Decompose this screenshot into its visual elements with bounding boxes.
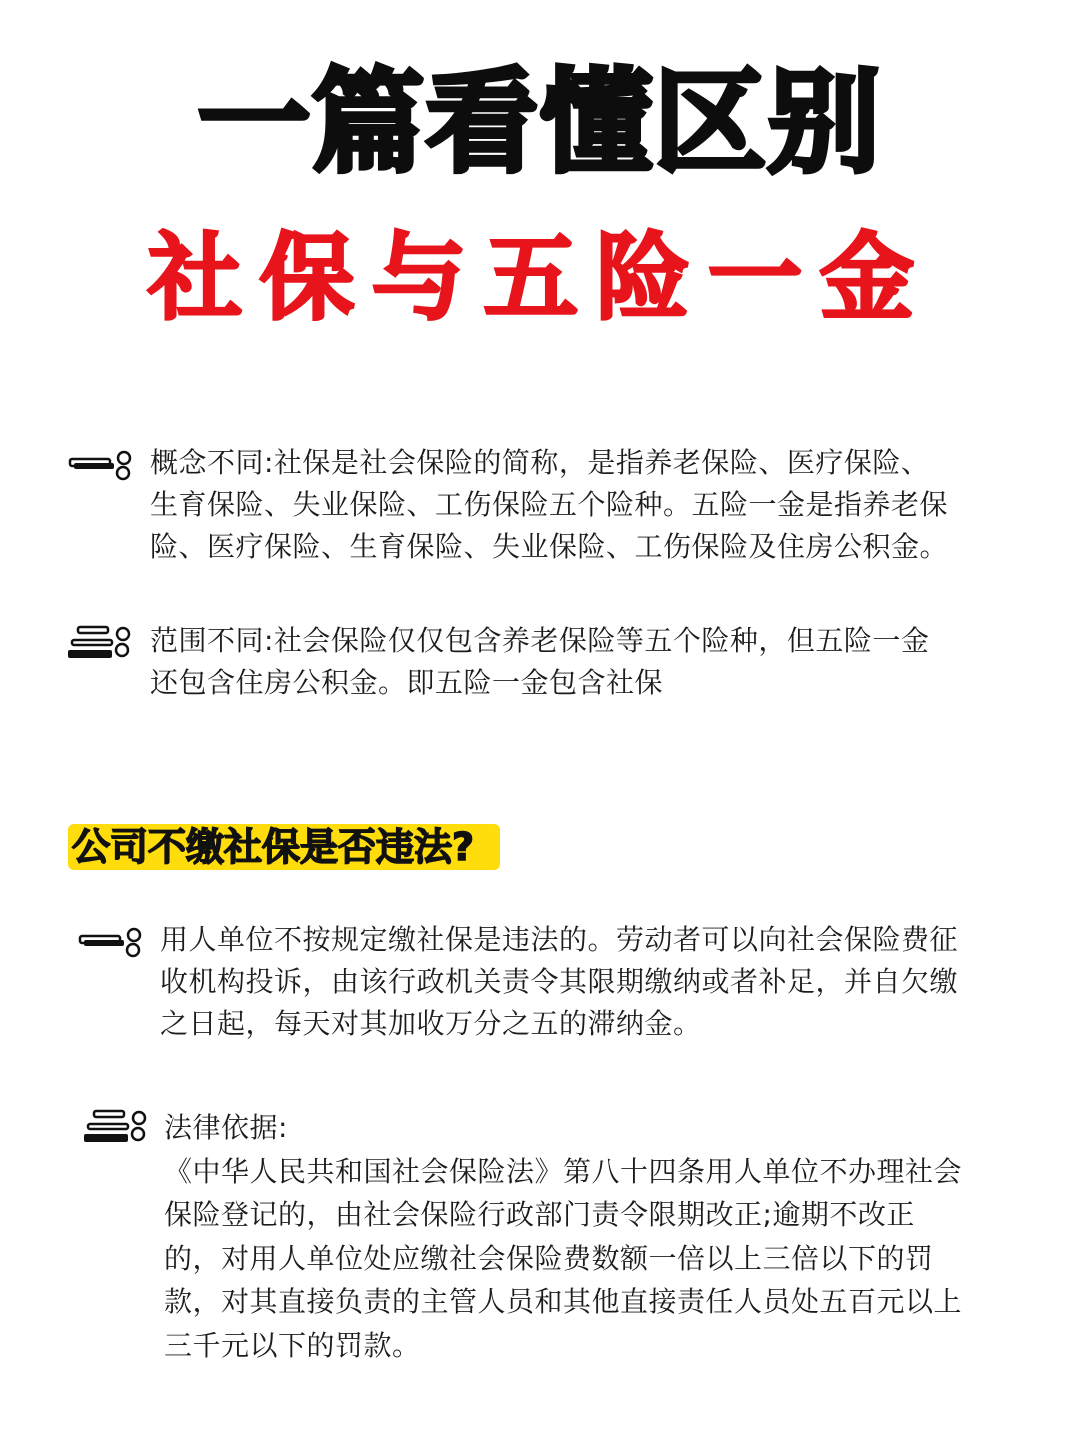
difference-item-concept — [68, 442, 1028, 568]
answer-text: 用人单位不按规定缴社保是违法的。劳动者可以向社会保险费征 收机构投诉，由该行政机关责令其限期缴纳或者补足，并自欠缴 之日起，每天对其加收万分之五的滞纳金。 — [160, 923, 959, 1040]
page-subtitle: 社保与五险一金 — [147, 223, 932, 333]
numeral-two-icon — [80, 1106, 148, 1146]
answer-text: 法律依据: 《中华人民共和国社会保险法》第八十四条用人单位不办理社会 保险登记的，由社会保险行政部门责令限期改正;逾期不改正 的，对用人单位处应缴社会保险费数额一倍以上三倍以下的罚 款，对其直接负责的主管人员和其他直接责任人员处五百元以上 三千元以下的罚款。 — [164, 1111, 963, 1362]
numeral-one-icon — [68, 446, 136, 486]
difference-text: 范围不同:社会保险仅仅包含养老保险等五个险种，但五险一金 还包含住房公积金。即五险一金包含社保 — [150, 624, 930, 699]
answer-item-legal-basis — [80, 1106, 1030, 1367]
answer-item-illegal — [78, 919, 1028, 1045]
section-heading — [68, 818, 474, 876]
difference-item-scope — [64, 620, 1024, 704]
section-heading-text: 公司不缴社保是否违法? — [72, 825, 475, 869]
numeral-two-icon — [64, 622, 132, 662]
numeral-one-icon — [78, 923, 146, 963]
difference-text: 概念不同:社保是社会保险的简称，是指养老保险、医疗保险、 生育保险、失业保险、工伤保险五个险种。五险一金是指养老保 险、医疗保险、生育保险、失业保险、工伤保险及住房公积金。 — [150, 446, 949, 563]
page-title: 一篇看懂区别 — [198, 58, 882, 188]
